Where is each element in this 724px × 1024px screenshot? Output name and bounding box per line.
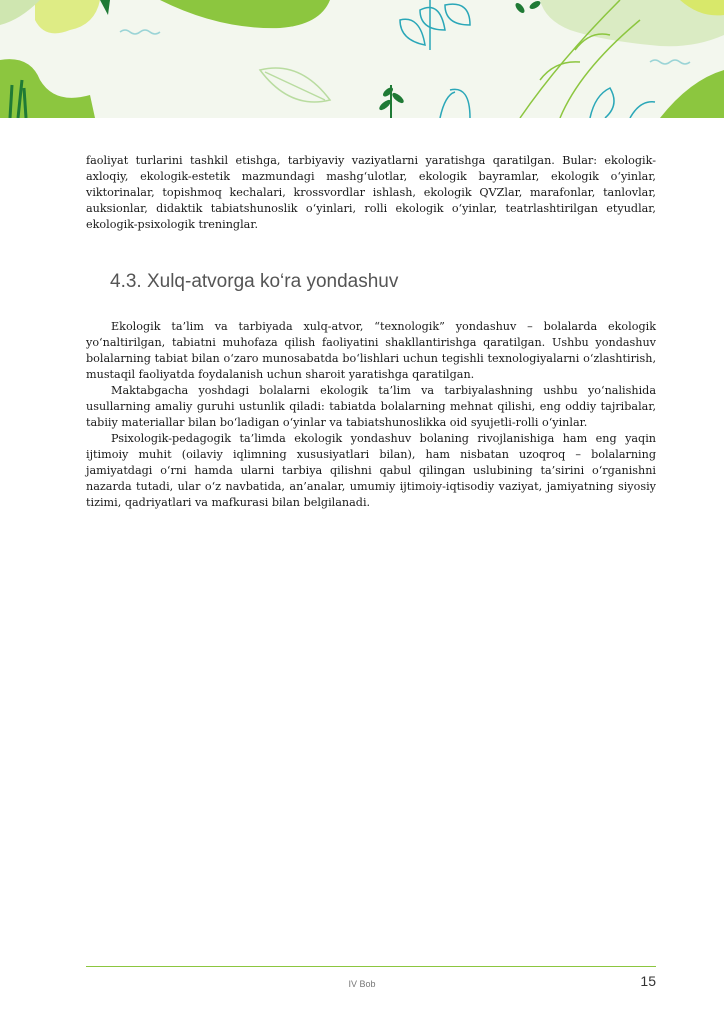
body-paragraph-1: Ekologik ta’lim va tarbiyada xulq-atvor, “texnologik” yondashuv – bolalarda ekologik yo‘naltirilgan, tabiatni muhofaza qilish faoliyatini shakllantirishga qaratilgan. Ushbu yondashuv bolalarning tabiat bilan o‘zaro munosabatda bo‘lishlari uchun tegishli texnologiyalarni o‘zlashtirish, mustaqil faoliyatda foydalanish uchun sharoit yaratishga qaratilgan. (86, 320, 656, 381)
footer-chapter-label: IV Bob (348, 979, 376, 989)
page-number: 15 (640, 973, 656, 989)
main-content (86, 153, 656, 511)
intro-paragraph: faoliyat turlarini tashkil etishga, tarbiyaviy vaziyatlarni yaratishga qaratilgan. Bular: ekologik-axloqiy, ekologik-estetik mazmundagi mashg‘ulotlar, ekologik bayramlar, ekologik o‘yinlar, viktorinalar, topishmoq kechalari, krossvordlar ishlash, ekologik QVZlar, marafonlar, tanlovlar, auksionlar, didaktik tabiatshunoslik o‘yinlari, rolli ekologik o‘yinlar, teatrlashtirilgan etyudlar, ekologik-psixologik treninglar. (86, 154, 656, 231)
body-paragraph-2: Maktabgacha yoshdagi bolalarni ekologik ta’lim va tarbiyalashning ushbu yo‘nalishida usullarning amaliy guruhi ustunlik qiladi: tabiatda bolalarning mehnat qilishi, eng oddiy tajribalar, tabiiy materiallar bilan bo‘ladigan o‘yinlar va tabiatshunoslikka oid syujetli-rolli o‘yinlar. (86, 384, 656, 429)
footer-divider (86, 966, 656, 967)
leaf-pattern-illustration (0, 0, 724, 118)
body-paragraph-3: Psixologik-pedagogik ta’limda ekologik yondashuv bolaning rivojlanishiga ham eng yaqin ijtimoiy muhit (oilaviy iqlimning xususiyatlari bilan), ham nisbatan uzoqroq – bolalarning jamiyatdagi o‘rni hamda ularni tarbiya qilishni qabul qilingan uslubining ta’sirini o‘rganishni nazarda tutadi, ular o‘z navbatida, an’analar, umumiy ijtimoiy-iqtisodiy vaziyat, jamiyatning siyosiy tizimi, qadriyatlari va mafkurasi bilan belgilanadi. (86, 432, 656, 509)
section-heading: 4.3. Xulq-atvorga ko‘ra yondashuv (110, 271, 399, 292)
decorative-header-banner (0, 0, 724, 118)
